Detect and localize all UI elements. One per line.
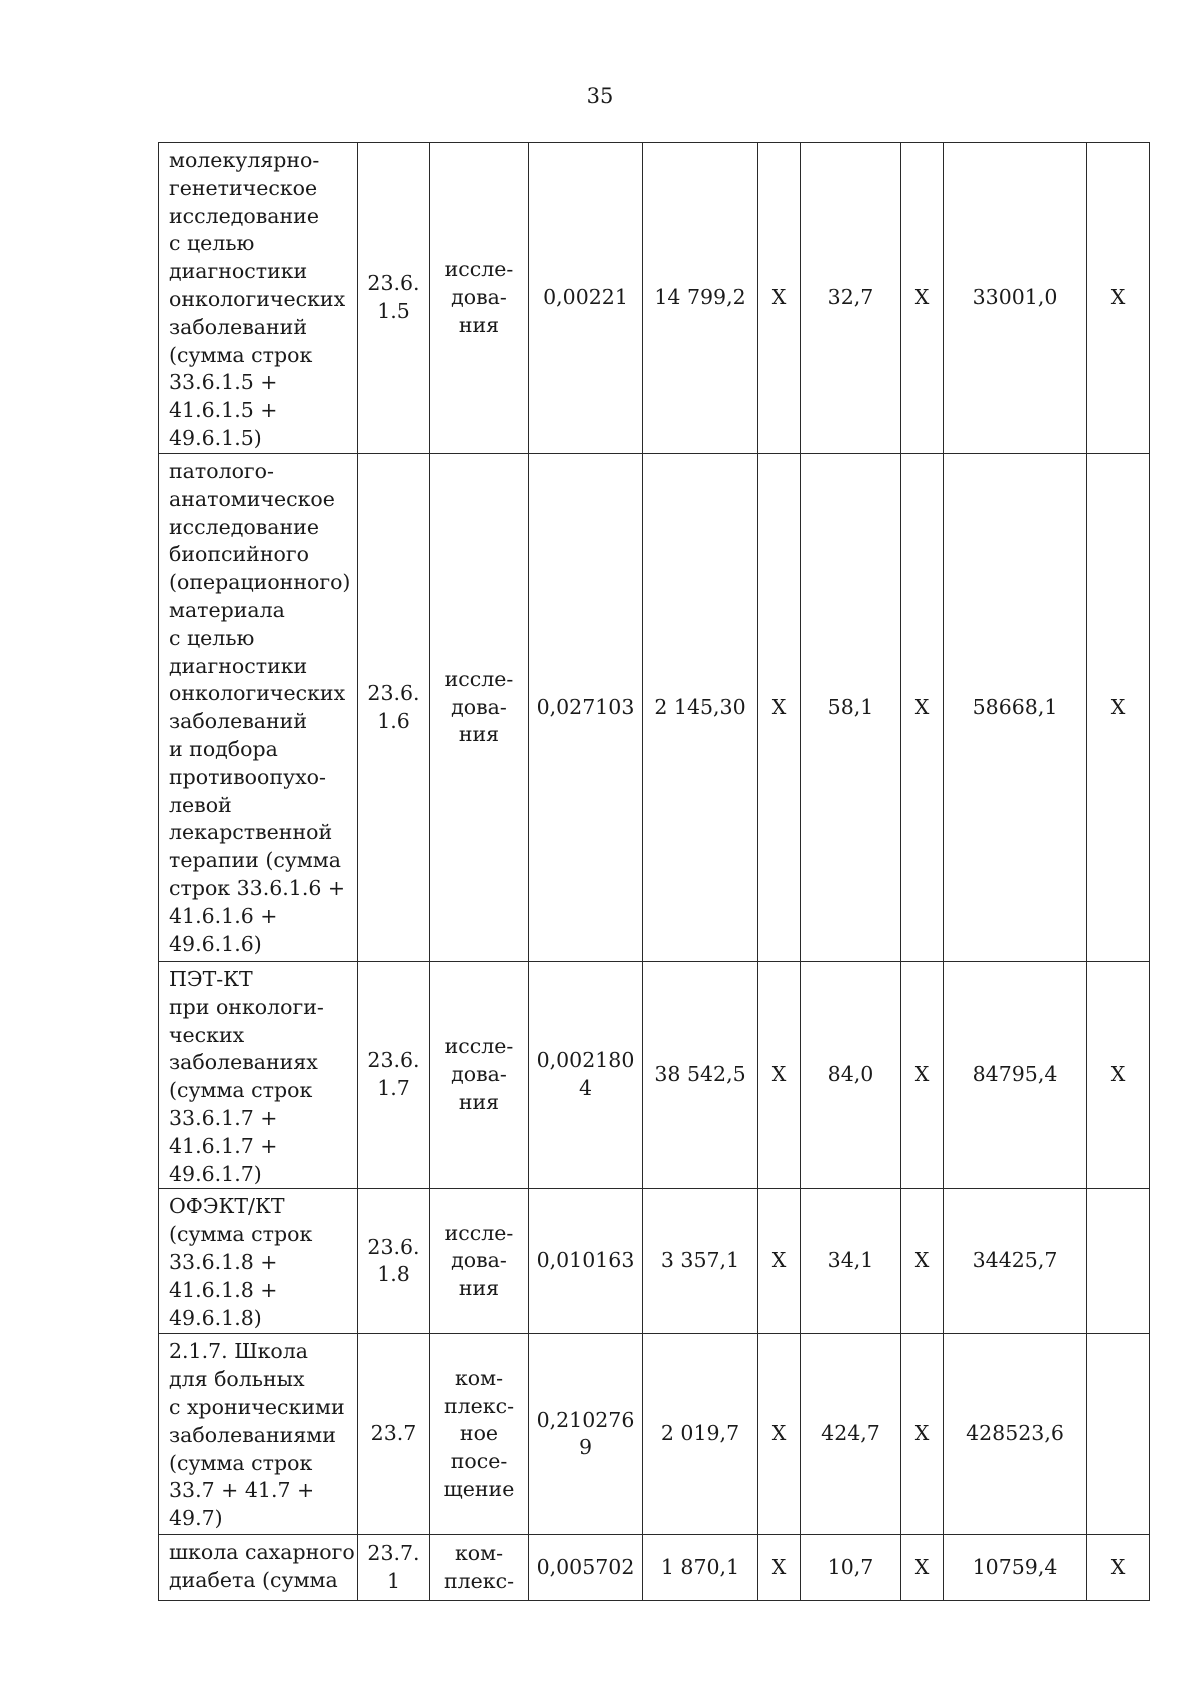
row-name-line: 33.6.1.7 +	[169, 1105, 278, 1130]
row-unit-line: ния	[458, 722, 500, 747]
row-name-line: 49.7)	[169, 1506, 223, 1531]
row-name-line: противоопухо-	[169, 764, 326, 789]
row-col7: 32,7	[801, 143, 901, 454]
row-name-line: ПЭТ-КТ	[169, 967, 253, 991]
row-code-line: 23.7	[370, 1421, 417, 1446]
row-name-line: 33.7 + 41.7 +	[169, 1478, 315, 1503]
row-name-line: диабета (сумма	[169, 1568, 338, 1593]
row-code	[358, 962, 430, 1189]
row-code-line: 23.6.	[367, 680, 420, 705]
row-name	[159, 454, 358, 962]
row-unit-line: иссле-	[444, 1220, 514, 1245]
row-col8: X	[901, 1189, 944, 1334]
row-volume-line: 0,027103	[536, 694, 635, 719]
row-col6: X	[758, 143, 801, 454]
row-col6: X	[758, 962, 801, 1189]
row-code	[358, 1535, 430, 1601]
row-col6: X	[758, 1334, 801, 1535]
row-unit	[430, 962, 529, 1189]
row-unit	[430, 1535, 529, 1601]
row-unit-line: плекс-	[443, 1393, 515, 1418]
row-name-line: (операционного)	[169, 570, 351, 595]
row-volume	[529, 1535, 643, 1601]
row-unit-line: иссле-	[444, 666, 514, 691]
row-col8: X	[901, 454, 944, 962]
table-row	[159, 962, 1150, 1189]
row-name-line: генетическое	[169, 175, 318, 200]
row-name-line: лекарственной	[169, 820, 333, 845]
row-name-line: (сумма строк	[169, 1078, 313, 1103]
row-unit-line: щение	[443, 1477, 515, 1502]
row-name-line: 41.6.1.6 +	[169, 903, 278, 928]
row-volume-line: 0,005702	[536, 1554, 635, 1579]
row-col10: X	[1087, 962, 1150, 1189]
row-col7: 84,0	[801, 962, 901, 1189]
row-cost: 1 870,1	[643, 1535, 758, 1601]
table-row	[159, 1334, 1150, 1535]
row-col6: X	[758, 1189, 801, 1334]
row-unit-line: посе-	[450, 1449, 508, 1474]
row-col10: X	[1087, 1535, 1150, 1601]
row-unit-line: ния	[458, 1090, 500, 1115]
row-name	[159, 962, 358, 1189]
row-col6: X	[758, 1535, 801, 1601]
row-col9: 428523,6	[944, 1334, 1087, 1535]
row-cost: 2 145,30	[643, 454, 758, 962]
row-name-line: онкологических	[169, 681, 346, 706]
row-name-line: ческих	[169, 1022, 245, 1047]
row-name-line: заболеваниями	[169, 1422, 336, 1447]
row-name-line: с хроническими	[169, 1394, 345, 1419]
row-col9: 34425,7	[944, 1189, 1087, 1334]
row-col10: X	[1087, 143, 1150, 454]
row-col7: 424,7	[801, 1334, 901, 1535]
row-name-line: (сумма строк	[169, 1222, 313, 1247]
row-unit-line: ния	[458, 1276, 500, 1301]
row-col9: 33001,0	[944, 143, 1087, 454]
row-name-line: исследование	[169, 203, 319, 228]
row-volume-line: 0,210276	[536, 1407, 635, 1432]
row-code	[358, 454, 430, 962]
row-col10: X	[1087, 454, 1150, 962]
row-volume	[529, 962, 643, 1189]
row-code-line: 1	[386, 1568, 401, 1593]
row-name-line: исследование	[169, 514, 319, 539]
row-volume	[529, 454, 643, 962]
row-name-line: онкологических	[169, 286, 346, 311]
data-table	[158, 142, 1150, 1601]
row-name-line: 33.6.1.8 +	[169, 1249, 278, 1274]
row-code-line: 23.7.	[367, 1541, 420, 1566]
row-unit-line: дова-	[451, 1248, 507, 1273]
row-name-line: при онкологи-	[169, 994, 324, 1019]
row-name-line: 33.6.1.5 +	[169, 370, 278, 395]
row-unit-line: плекс-	[443, 1568, 515, 1593]
row-code-line: 23.6.	[367, 1234, 420, 1259]
row-name-line: диагностики	[169, 653, 308, 678]
row-name-line: школа сахарного	[169, 1540, 355, 1565]
row-unit	[430, 143, 529, 454]
row-name-line: диагностики	[169, 259, 308, 284]
row-name-line: анатомическое	[169, 486, 335, 511]
row-col9: 10759,4	[944, 1535, 1087, 1601]
row-unit-line: дова-	[451, 1062, 507, 1087]
table-row	[159, 1535, 1150, 1601]
row-name-line: заболеваниях	[169, 1050, 318, 1075]
row-name-line: 49.6.1.5)	[169, 425, 262, 450]
row-name	[159, 1535, 358, 1601]
row-name	[159, 1334, 358, 1535]
row-name-line: 49.6.1.6)	[169, 931, 262, 956]
row-code	[358, 1189, 430, 1334]
row-col8: X	[901, 1535, 944, 1601]
row-name-line: заболеваний	[169, 314, 307, 339]
row-volume	[529, 1189, 643, 1334]
row-col8: X	[901, 1334, 944, 1535]
row-unit-line: иссле-	[444, 257, 514, 282]
row-col7: 34,1	[801, 1189, 901, 1334]
row-col7: 58,1	[801, 454, 901, 962]
row-code-line: 23.6.	[367, 271, 420, 296]
row-name	[159, 1189, 358, 1334]
row-unit-line: ком-	[454, 1365, 504, 1390]
row-unit	[430, 454, 529, 962]
row-unit	[430, 1189, 529, 1334]
row-name-line: 41.6.1.7 +	[169, 1133, 278, 1158]
row-col6: X	[758, 454, 801, 962]
row-name	[159, 143, 358, 454]
row-unit-line: ное	[459, 1421, 499, 1446]
row-name-line: (сумма строк	[169, 342, 313, 367]
row-cost: 38 542,5	[643, 962, 758, 1189]
row-col8: X	[901, 962, 944, 1189]
row-code-line: 1.6	[377, 708, 410, 733]
row-unit-line: ком-	[454, 1541, 504, 1566]
row-volume-line: 0,00221	[543, 285, 628, 310]
row-code-line: 1.7	[377, 1076, 410, 1101]
row-code-line: 23.6.	[367, 1048, 420, 1073]
row-cost: 2 019,7	[643, 1334, 758, 1535]
row-volume-line: 9	[578, 1435, 593, 1460]
row-unit	[430, 1334, 529, 1535]
row-name-line: с целью	[169, 625, 255, 650]
row-name-line: 49.6.1.8)	[169, 1305, 262, 1330]
row-name-line: биопсийного	[169, 542, 309, 567]
row-col9: 58668,1	[944, 454, 1087, 962]
row-cost: 14 799,2	[643, 143, 758, 454]
row-name-line: 49.6.1.7)	[169, 1161, 262, 1186]
row-col10	[1087, 1334, 1150, 1535]
table-row	[159, 143, 1150, 454]
table-row	[159, 1189, 1150, 1334]
row-name-line: (сумма строк	[169, 1450, 313, 1475]
row-volume	[529, 1334, 643, 1535]
row-name-line: 41.6.1.8 +	[169, 1277, 278, 1302]
row-name-line: с целью	[169, 231, 255, 256]
row-unit-line: дова-	[451, 694, 507, 719]
table-row	[159, 454, 1150, 962]
row-volume	[529, 143, 643, 454]
row-name-line: левой	[169, 792, 232, 817]
row-code	[358, 143, 430, 454]
row-col10	[1087, 1189, 1150, 1334]
row-unit-line: иссле-	[444, 1034, 514, 1059]
row-name-line: строк 33.6.1.6 +	[169, 875, 346, 900]
row-col9: 84795,4	[944, 962, 1087, 1189]
row-name-line: и подбора	[169, 736, 278, 761]
row-name-line: для больных	[169, 1367, 305, 1392]
row-name-line: заболеваний	[169, 709, 307, 734]
row-name-line: ОФЭКТ/КТ	[169, 1194, 285, 1219]
row-name-line: 41.6.1.5 +	[169, 398, 278, 423]
row-unit-line: дова-	[451, 285, 507, 310]
row-name-line: терапии (сумма	[169, 848, 341, 873]
row-name-line: материала	[169, 597, 285, 622]
page-number: 35	[586, 84, 614, 108]
row-name-line: 2.1.7. Школа	[169, 1339, 308, 1364]
row-volume-line: 0,002180	[536, 1048, 635, 1073]
row-unit-line: ния	[458, 312, 500, 337]
row-col7: 10,7	[801, 1535, 901, 1601]
row-name-line: патолого-	[169, 459, 274, 483]
row-name-line: молекулярно-	[169, 148, 320, 172]
row-col8: X	[901, 143, 944, 454]
row-code-line: 1.8	[377, 1262, 410, 1287]
row-cost: 3 357,1	[643, 1189, 758, 1334]
row-volume-line: 4	[578, 1076, 593, 1101]
row-code-line: 1.5	[377, 299, 410, 323]
row-volume-line: 0,010163	[536, 1248, 635, 1273]
row-code	[358, 1334, 430, 1535]
